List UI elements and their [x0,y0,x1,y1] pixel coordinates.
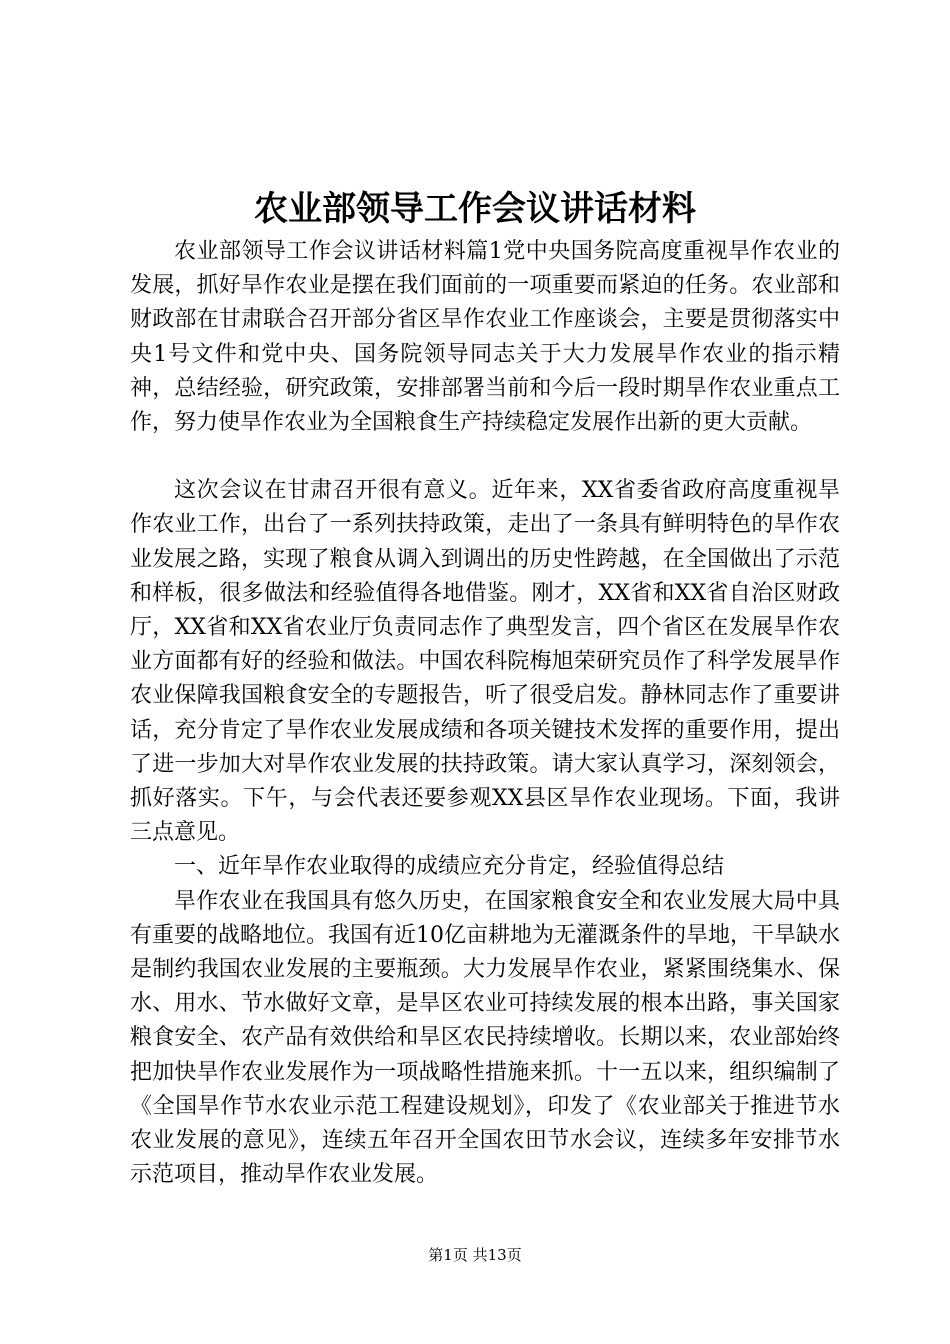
page-number-footer: 第1页 共13页 [428,1246,522,1264]
paragraph-dry-farming: 旱作农业在我国具有悠久历史，在国家粮食安全和农业发展大局中具有重要的战略地位。我国有近10亿亩耕地为无灌溉条件的旱地，干旱缺水是制约我国农业发展的主要瓶颈。大力发展旱作农业，紧紧围绕集水、保水、用水、节水做好文章，是旱区农业可持续发展的根本出路，事关国家粮食安全、农产品有效供给和旱区农民持续增收。长期以来，农业部始终把加快旱作农业发展作为一项战略性措施来抓。十一五以来，组织编制了《全国旱作节水农业示范工程建设规划》，印发了《农业部关于推进节水农业发展的意见》，连续五年召开全国农田节水会议，连续多年安排节水示范项目，推动旱作农业发展。 [130,888,840,1188]
paragraph-meeting: 这次会议在甘肃召开很有意义。近年来，XX省委省政府高度重视旱作农业工作，出台了一系列扶持政策，走出了一条具有鲜明特色的旱作农业发展之路，实现了粮食从调入到调出的历史性跨越，在全国做出了示范和样板，很多做法和经验值得各地借鉴。刚才，XX省和XX省自治区财政厅，XX省和XX省农业厅负责同志作了典型发言，四个省区在发展旱作农业方面都有好的经验和做法。中国农科院梅旭荣研究员作了科学发展旱作农业保障我国粮食安全的专题报告，听了很受启发。静林同志作了重要讲话，充分肯定了旱作农业发展成绩和各项关键技术发挥的重要作用，提出了进一步加大对旱作农业发展的扶持政策。请大家认真学习，深刻领会，抓好落实。下午，与会代表还要参观XX县区旱作农业现场。下面，我讲三点意见。 [130,478,840,846]
document-title: 农业部领导工作会议讲话材料 [254,189,696,229]
document-body [130,235,840,1192]
paragraph-spacer [130,440,840,474]
section-heading-one: 一、近年旱作农业取得的成绩应充分肯定，经验值得总结 [174,854,725,880]
paragraph-intro: 农业部领导工作会议讲话材料篇1党中央国务院高度重视旱作农业的发展，抓好旱作农业是摆在我们面前的一项重要而紧迫的任务。农业部和财政部在甘肃联合召开部分省区旱作农业工作座谈会，主要是贯彻落实中央1号文件和党中央、国务院领导同志关于大力发展旱作农业的指示精神，总结经验，研究政策，安排部署当前和今后一段时期旱作农业重点工作，努力使旱作农业为全国粮食生产持续稳定发展作出新的更大贡献。 [130,239,840,436]
